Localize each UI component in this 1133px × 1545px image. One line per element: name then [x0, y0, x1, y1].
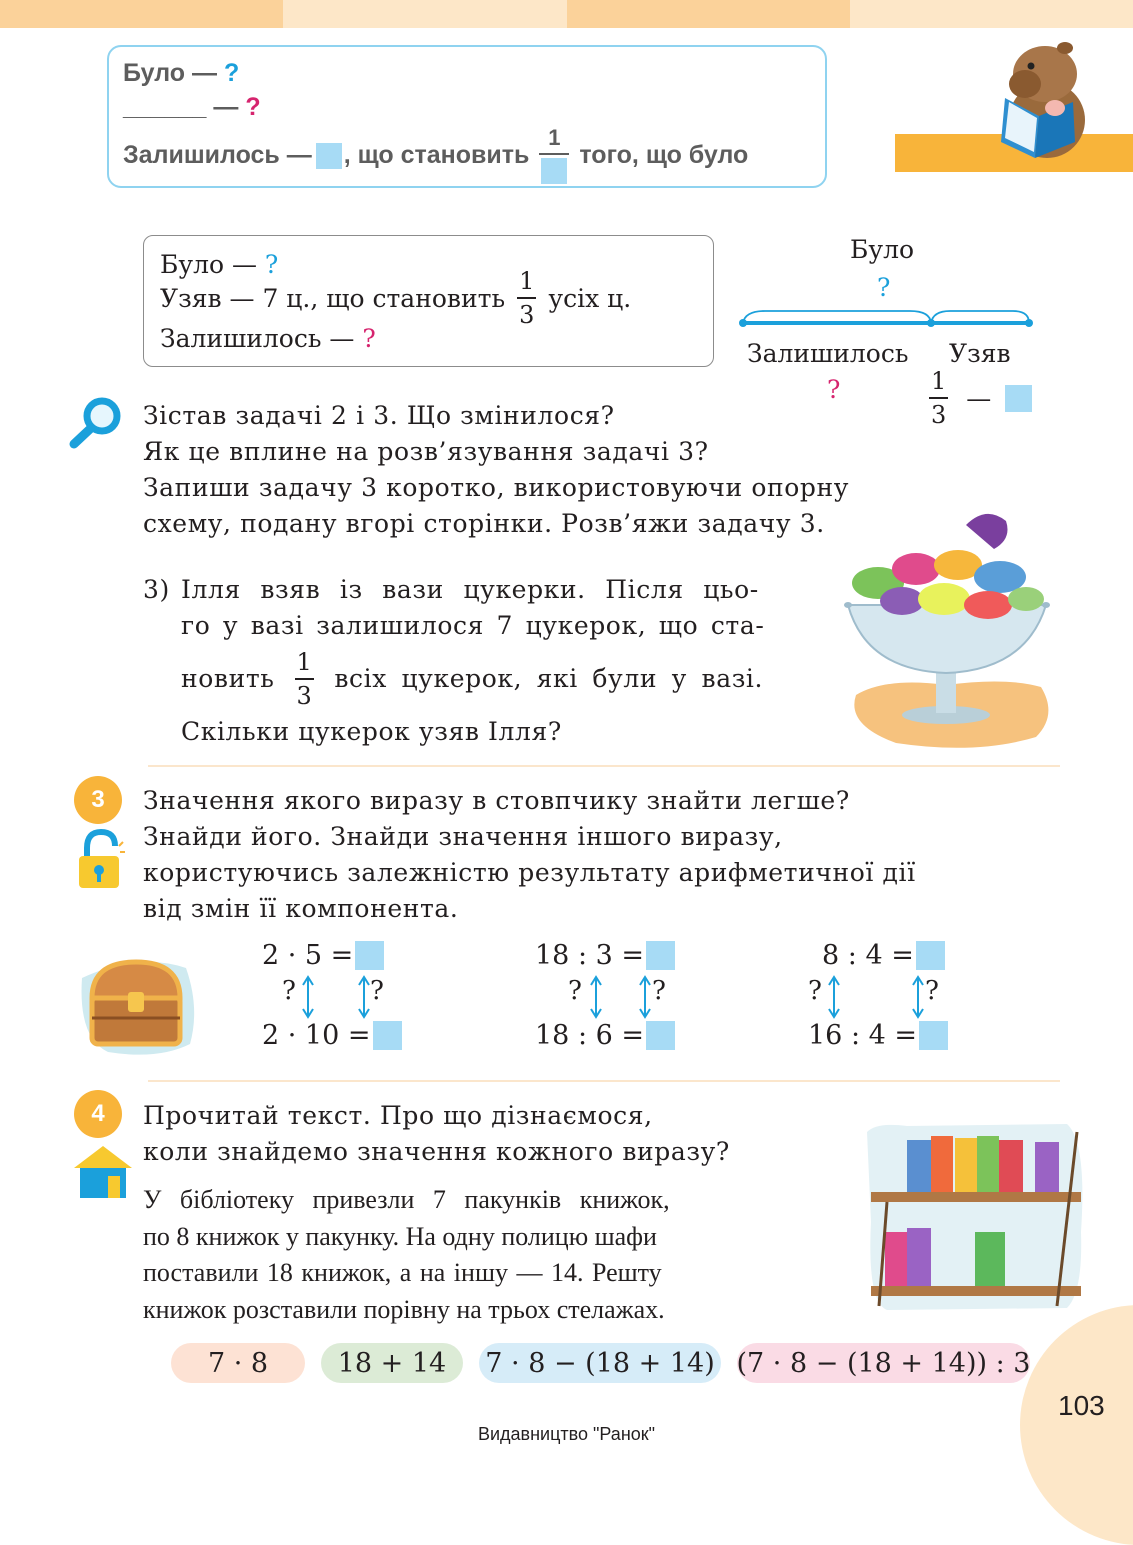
answer-square	[646, 941, 675, 970]
expression-bottom: 18 : 6 =	[535, 1020, 645, 1051]
double-arrow-icon	[590, 975, 602, 1019]
question-mark: ?	[245, 93, 261, 121]
exercise3-line: користуючись залежністю результату арифметичної дії	[143, 858, 916, 887]
scheme-line1-label: Було —	[123, 59, 217, 87]
question-mark: ?	[282, 976, 296, 1006]
task3-number: 3)	[143, 575, 170, 604]
task2-line2-end: усіх ц.	[548, 283, 632, 313]
exercise3-line: від змін її компонента.	[143, 894, 459, 923]
question-mark: ?	[808, 976, 822, 1006]
exercise-number-badge: 4	[74, 1090, 122, 1138]
answer-square	[1005, 385, 1032, 412]
scheme-line3-end: того, що було	[579, 141, 749, 170]
expression-column-2	[535, 940, 685, 1055]
fraction: $\frac{1}{3}$	[296, 648, 313, 710]
question-mark: ?	[877, 273, 891, 302]
question-mark: ?	[362, 324, 376, 353]
task2-line2: Узяв — 7 ц., що становить	[160, 283, 506, 313]
candy-bowl-illustration	[836, 505, 1058, 750]
expression-column-3	[808, 940, 958, 1055]
segment-line	[735, 307, 1035, 333]
task3-line3-end: всіх цукерок, які були у вазі.	[334, 664, 764, 693]
exercise3-instructions	[143, 783, 916, 927]
fraction: 1	[539, 127, 569, 184]
question-mark: ?	[370, 976, 384, 1006]
task3-line: Скільки цукерок узяв Ілля?	[181, 717, 562, 746]
fraction: $\frac{1}{3}$	[931, 367, 947, 429]
task2-line1: Було —	[160, 250, 257, 279]
reference-scheme-box	[107, 45, 827, 188]
scheme-blank-line: ______	[123, 93, 207, 121]
magnifier-icon	[68, 396, 124, 450]
diagram-top-label: Було	[850, 235, 915, 264]
expression-top: 18 : 3 =	[535, 940, 645, 971]
double-arrow-icon	[828, 975, 840, 1019]
scheme-dash: —	[213, 93, 239, 121]
task2-line3: Залишилось —	[160, 324, 355, 353]
section-divider	[148, 1080, 1060, 1082]
compare-line: Як це вплине на розв’язування задачі 3?	[143, 437, 709, 466]
task3-problem	[143, 572, 813, 750]
exercise4-text-line: по 8 книжок у пакунку. На одну полицю шафи	[143, 1221, 657, 1251]
task3-line: го у вазі залишилося 7 цукерок, що ста-	[181, 611, 765, 640]
exercise-number-badge: 3	[74, 776, 122, 824]
capybara-reading-icon	[995, 38, 1105, 160]
double-arrow-icon	[912, 975, 924, 1019]
expression-top: 8 : 4 =	[822, 940, 914, 971]
scheme-line3-middle: , що становить	[343, 141, 530, 170]
diagram-right-label: Узяв	[949, 339, 1011, 368]
double-arrow-icon	[358, 975, 370, 1019]
exercise3-line: Знайди його. Знайди значення іншого виразу,	[143, 822, 783, 851]
answer-square	[316, 143, 342, 169]
diagram-dash: —	[966, 383, 992, 413]
expression-column-1	[262, 940, 412, 1055]
diagram-left-label: Залишилось	[747, 339, 909, 368]
expression-pill: 7 · 8 − (18 + 14)	[479, 1343, 721, 1383]
house-icon	[72, 1144, 134, 1200]
expression-bottom: 2 · 10 =	[262, 1020, 371, 1051]
answer-square	[373, 1021, 402, 1050]
answer-square	[355, 941, 384, 970]
exercise3-line: Значення якого виразу в стовпчику знайти легше?	[143, 786, 850, 815]
question-mark: ?	[264, 250, 279, 279]
top-band	[0, 0, 1133, 28]
compare-line: Запиши задачу 3 коротко, використовуючи опорну	[143, 473, 850, 502]
expression-pill: 18 + 14	[321, 1343, 463, 1383]
expression-top: 2 · 5 =	[262, 940, 354, 971]
bookshelf-illustration	[867, 1122, 1087, 1312]
compare-line: схему, подану вгорі сторінки. Розв’яжи задачу 3.	[143, 509, 825, 538]
lock-icon	[77, 828, 127, 892]
expression-pill: (7 · 8 − (18 + 14)) : 3	[737, 1343, 1030, 1383]
task2-short-record	[143, 235, 714, 367]
exercise4-instructions	[143, 1098, 730, 1170]
double-arrow-icon	[639, 975, 651, 1019]
exercise4-text	[143, 1182, 837, 1328]
scheme-line3-label: Залишилось —	[123, 141, 312, 170]
question-mark: ?	[827, 375, 841, 404]
exercise4-text-line: книжок розставили порівну на трьох стелажах.	[143, 1294, 665, 1324]
task3-line3-start: новить	[181, 664, 275, 693]
expression-bottom: 16 : 4 =	[808, 1020, 918, 1051]
publisher-footer: Видавництво "Ранок"	[477, 1424, 656, 1444]
exercise4-line: Прочитай текст. Про що дізнаємося,	[143, 1101, 653, 1130]
exercise4-line: коли знайдемо значення кожного виразу?	[143, 1137, 730, 1166]
expression-pill: 7 · 8	[171, 1343, 305, 1383]
compare-instructions	[143, 398, 849, 542]
question-mark: ?	[568, 976, 582, 1006]
double-arrow-icon	[302, 975, 314, 1019]
exercise4-text-line: У бібліотеку привезли 7 пакунків книжок,	[143, 1185, 670, 1214]
section-divider	[148, 765, 1060, 767]
compare-line: Зістав задачі 2 і 3. Що змінилося?	[143, 401, 615, 430]
exercise4-text-line: поставили 18 книжок, а на іншу — 14. Решту	[143, 1258, 662, 1287]
treasure-chest-illustration	[78, 948, 198, 1056]
task3-line: Ілля взяв із вази цукерки. Після цьо-	[181, 575, 759, 604]
question-mark: ?	[925, 976, 939, 1006]
question-mark: ?	[223, 59, 240, 87]
page-number: 103	[1058, 1390, 1105, 1421]
answer-square	[919, 1021, 948, 1050]
answer-square	[646, 1021, 675, 1050]
answer-square	[916, 941, 945, 970]
question-mark: ?	[652, 976, 666, 1006]
fraction: $\frac{1}{3}$	[519, 267, 535, 329]
